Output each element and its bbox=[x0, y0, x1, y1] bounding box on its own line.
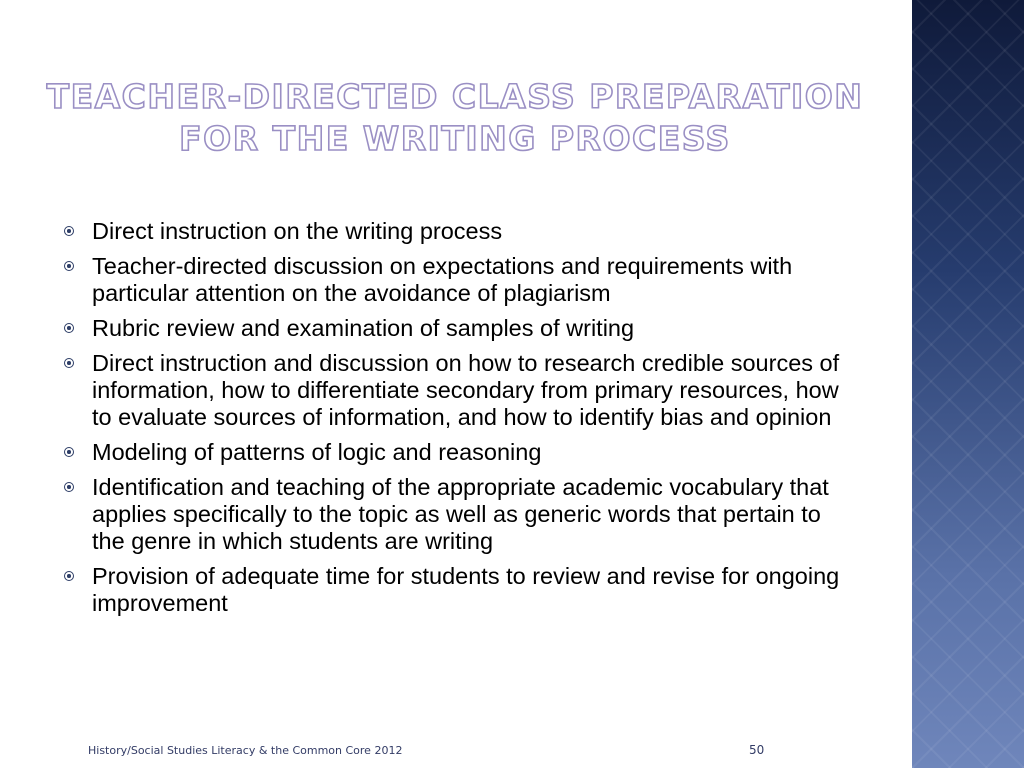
bullet-text: Rubric review and examination of samples of writing bbox=[92, 315, 635, 341]
slide-title bbox=[40, 76, 870, 160]
circle-dot-icon bbox=[64, 571, 74, 581]
list-item bbox=[62, 474, 852, 555]
circle-dot-icon bbox=[64, 358, 74, 368]
circle-dot-icon bbox=[64, 482, 74, 492]
list-item bbox=[62, 563, 852, 617]
bullet-text: Direct instruction on the writing process bbox=[92, 218, 503, 244]
bullet-list bbox=[62, 218, 852, 625]
slide-title-line-2: FOR THE WRITING PROCESS bbox=[179, 119, 731, 158]
page-number: 50 bbox=[749, 743, 765, 757]
slide-title-line-1: TEACHER-DIRECTED CLASS PREPARATION bbox=[46, 77, 864, 116]
list-item bbox=[62, 253, 852, 307]
list-item bbox=[62, 315, 852, 342]
list-item bbox=[62, 439, 852, 466]
bullet-text: Provision of adequate time for students to review and revise for ongoing improvement bbox=[92, 563, 840, 616]
list-item bbox=[62, 218, 852, 245]
bullet-text: Teacher-directed discussion on expectations and requirements with particular attention on the avoidance of plagiarism bbox=[92, 253, 793, 306]
circle-dot-icon bbox=[64, 447, 74, 457]
circle-dot-icon bbox=[64, 261, 74, 271]
circle-dot-icon bbox=[64, 226, 74, 236]
slide-footer: History/Social Studies Literacy & the Common Core 2012 bbox=[88, 744, 403, 757]
bullet-text: Identification and teaching of the appropriate academic vocabulary that applies specifically to the topic as well as generic words that pertain to the genre in which students are writing bbox=[92, 474, 829, 554]
list-item bbox=[62, 350, 852, 431]
bullet-text: Direct instruction and discussion on how to research credible sources of information, how to differentiate secondary from primary resources, how to evaluate sources of information, and how to identify bias and opinion bbox=[92, 350, 840, 430]
circle-dot-icon bbox=[64, 323, 74, 333]
bullet-text: Modeling of patterns of logic and reasoning bbox=[92, 439, 542, 465]
decorative-sidebar bbox=[912, 0, 1024, 768]
